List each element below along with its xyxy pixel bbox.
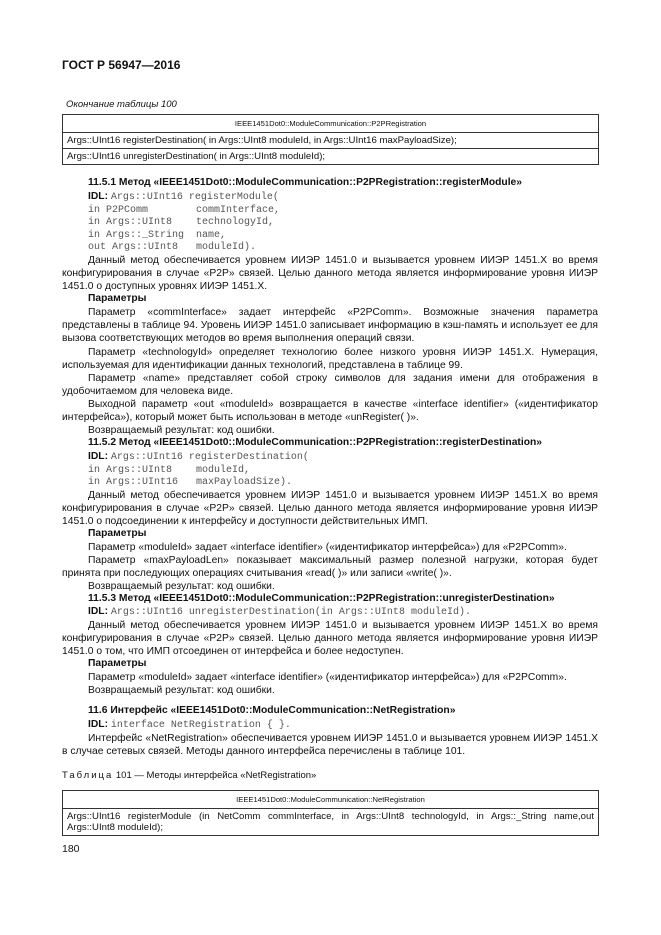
table-continuation-caption: Окончание таблицы 100 (66, 99, 177, 110)
paragraph: Данный метод обеспечивается уровнем ИИЭР 1451.0 и вызывается уровнем ИИЭР 1451.X во время конфигурирования в случае «P2P» связей. Целью данного метода является информирование уровня ИИЭР 1451.0 о подсоединении к интерфейсу и доступности действительных ИМП. (62, 490, 598, 527)
idl-line: in Args::UInt8 moduleId, (88, 464, 251, 476)
paragraph: Выходной параметр «out «moduleId» возвращается в качестве «interface identifier» («идентификатор интерфейса»), который может быть использован в методе «unRegister( )». (62, 399, 598, 423)
idl-block-register-module (88, 191, 280, 255)
paragraph: Данный метод обеспечивается уровнем ИИЭР 1451.0 и вызывается уровнем ИИЭР 1451.X во время конфигурирования в случае «P2P» связей. Целью данного метода является информирование уровня ИИЭР 1451.0 о доступных уровнях ИИЭР 1451.X. (62, 255, 598, 292)
page-number: 180 (62, 843, 80, 855)
document-header: ГОСТ Р 56947—2016 (62, 58, 181, 72)
idl-block-register-destination (88, 451, 309, 490)
paragraph: Параметр «moduleId» задает «interface identifier» («идентификатор интерфейса») для «P2PComm». (88, 542, 567, 553)
paragraph: Параметр «maxPayloadLen» показывает максимальный размер полезной нагрузки, которая будет принята при последующих операциях считывания «read( )» или записи «write( )». (62, 555, 598, 579)
return-value: Возвращаемый результат: код ошибки. (88, 581, 275, 592)
table-101-row: Args::UInt16 registerModule (in NetComm commInterface, in Args::UInt8 technologyId, in Args::_String name,out Args::UInt8 moduleId); (63, 809, 599, 836)
paragraph: Параметр «commInterface» задает интерфейс «P2PComm». Возможные значения параметра представлены в таблице 94. Уровень ИИЭР 1451.0 записывает информацию в кэш-память и использует ее для вызова соответствующих методов во время выполнения операций связи. (62, 307, 598, 344)
return-value: Возвращаемый результат: код ошибки. (88, 685, 275, 696)
return-value: Возвращаемый результат: код ошибки. (88, 425, 275, 436)
idl-line: in Args::UInt16 maxPayloadSize). (88, 477, 293, 489)
paragraph: Параметр «name» представляет собой строку символов для задания имени для отображения в удобочитаемом для человека виде. (62, 373, 598, 397)
table-100 (62, 114, 599, 165)
idl-block-net-registration (88, 719, 291, 733)
paragraph: Данный метод обеспечивается уровнем ИИЭР 1451.0 и вызывается уровнем ИИЭР 1451.X во время конфигурирования в случае «P2P» связей. Целью данного метода является информирование уровня ИИЭР 1451.0 о том, что ИМП отсоединен от интерфейса и более недоступен. (62, 620, 598, 657)
params-heading: Параметры (88, 658, 147, 669)
idl-line: interface NetRegistration { }. (110, 720, 291, 731)
paragraph: Интерфейс «NetRegistration» обеспечивается уровнем ИИЭР 1451.0 и вызывается уровнем ИИЭР 1451.X в случае сетевых связей. Методы данного интерфейса перечислены в таблице 101. (62, 733, 598, 757)
params-heading: Параметры (88, 293, 147, 304)
table-100-title: IEEE1451Dot0::ModuleCommunication::P2PRegistration (63, 115, 599, 133)
table-101-caption: Таблица 101 — Методы интерфейса «NetRegistration» (62, 770, 317, 781)
section-11-5-3-title: 11.5.3 Метод «IEEE1451Dot0::ModuleCommunication::P2PRegistration::unregisterDestination» (88, 593, 555, 604)
table-100-row: Args::UInt16 registerDestination( in Args::UInt8 moduleId, in Args::UInt16 maxPayloadSize); (63, 133, 599, 149)
idl-line: in Args::_String name, (88, 229, 227, 241)
idl-label: IDL: (88, 191, 109, 202)
params-heading: Параметры (88, 528, 147, 539)
idl-line: in Args::UInt8 technologyId, (88, 217, 275, 229)
idl-line: Args::UInt16 registerDestination( (110, 452, 309, 463)
idl-label: IDL: (88, 451, 109, 462)
paragraph: Параметр «technologyId» определяет технологию более низкого уровня ИИЭР 1451.X. Нумерация, используемая для идентификации данных технологий, представлена в таблице 99. (62, 347, 598, 371)
idl-block-unregister-destination (88, 606, 471, 620)
idl-line: Args::UInt16 unregisterDestination(in Args::UInt8 moduleId). (110, 607, 471, 618)
section-11-6-title: 11.6 Интерфейс «IEEE1451Dot0::ModuleCommunication::NetRegistration» (88, 705, 456, 716)
idl-line: out Args::UInt8 moduleId). (88, 242, 257, 254)
table-101-title: IEEE1451Dot0::ModuleCommunication::NetRegistration (63, 791, 599, 809)
section-11-5-2-title: 11.5.2 Метод «IEEE1451Dot0::ModuleCommunication::P2PRegistration::registerDestination» (88, 437, 543, 448)
paragraph: Параметр «moduleId» задает «interface identifier» («идентификатор интерфейса») для «P2PComm». (88, 672, 567, 683)
section-11-5-1-title: 11.5.1 Метод «IEEE1451Dot0::ModuleCommunication::P2PRegistration::registerModule» (88, 177, 523, 188)
idl-label: IDL: (88, 606, 109, 617)
idl-label: IDL: (88, 719, 109, 730)
idl-line: in P2PComm commInterface, (88, 204, 281, 216)
table-101 (62, 790, 599, 836)
idl-line: Args::UInt16 registerModule( (110, 192, 279, 203)
table-100-row: Args::UInt16 unregisterDestination( in Args::UInt8 moduleId); (63, 149, 599, 165)
